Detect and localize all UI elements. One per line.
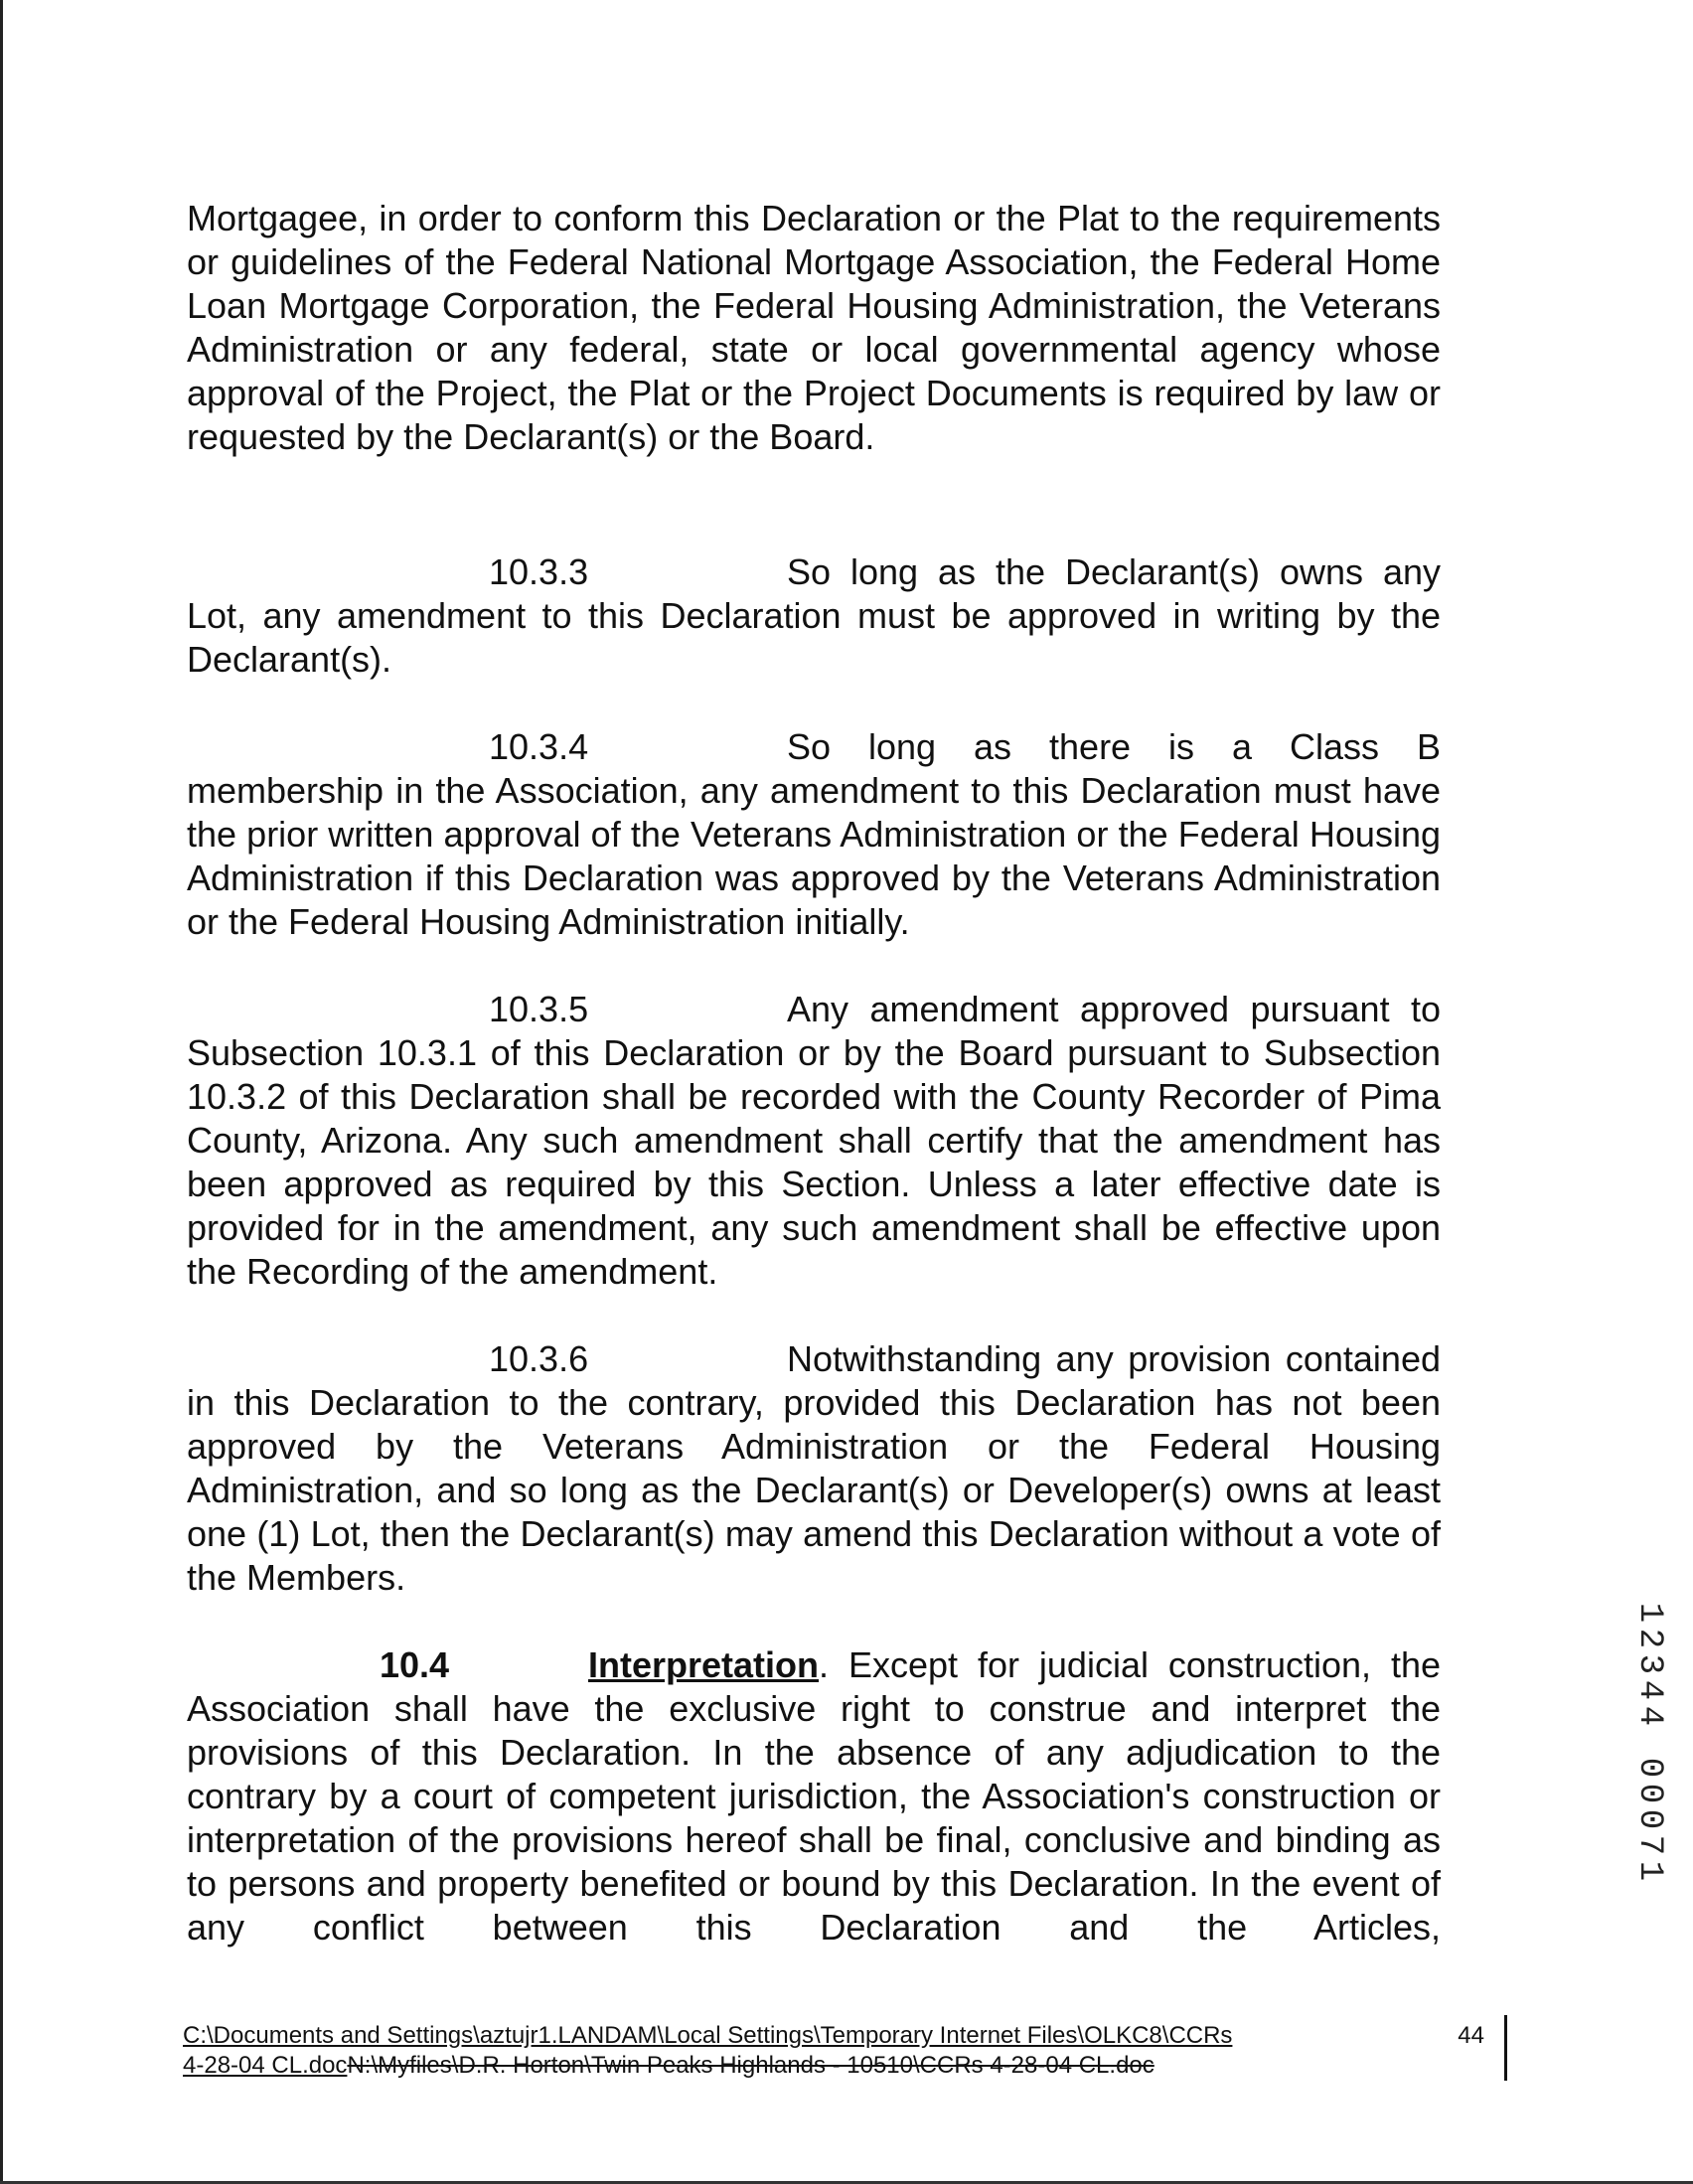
- section-first-line: So long as the Declarant(s) owns any: [787, 551, 1441, 592]
- section-number: 10.3.3: [489, 551, 589, 592]
- section-number: 10.4: [380, 1644, 450, 1685]
- section-10-3-5: [187, 988, 1441, 1294]
- footer-file-name: 4-28-04 CL.doc: [183, 2052, 348, 2079]
- section-first-line-text: . Except for judicial construction, the: [819, 1644, 1441, 1685]
- section-text: Subsection 10.3.1 of this Declaration or by the Board pursuant to Subsection 10.3.2 of this Declaration shall be recorded with the County Recorder of Pima County, Arizona. Any such amendment shall certify that the amendment has been approved as required by this Section. Unless a later effective date is provided for in the amendment, any such amendment shall be effective upon the Recording of the amendment.: [187, 1032, 1441, 1292]
- paragraph-intro: Mortgagee, in order to conform this Declaration or the Plat to the requirements or guidelines of the Federal National Mortgage Association, the Federal Home Loan Mortgage Corporation, the Federal Housing Administration, the Veterans Administration or any federal, state or local governmental agency whose approval of the Project, the Plat or the Project Documents is required by law or requested by the Declarant(s) or the Board.: [187, 198, 1441, 457]
- section-number: 10.3.5: [489, 989, 589, 1029]
- stamp-digit: 1: [1630, 1860, 1668, 1882]
- scan-left-edge: [0, 0, 3, 2184]
- page-number: 44: [1458, 2022, 1484, 2049]
- document-footer: [183, 2021, 1514, 2081]
- footer-file-path: C:\Documents and Settings\aztujr1.LANDAM\Local Settings\Temporary Internet Files\OLKC8\CCRs: [183, 2022, 1233, 2049]
- section-10-4: [187, 1643, 1441, 1950]
- section-text: Association shall have the exclusive right to construe and interpret the provisions of this Declaration. In the absence of any adjudication to the contrary by a court of competent jurisdiction, the Association's construction or interpretation of the provisions hereof shall be final, conclusive and binding as to persons and property benefited or bound by this Declaration. In the event of any conflict between this Declaration and the Articles,: [187, 1688, 1441, 1948]
- section-first-line: Notwithstanding any provision contained: [787, 1338, 1441, 1379]
- section-number: 10.3.6: [489, 1338, 589, 1379]
- recording-stamp: [1629, 1600, 1669, 1884]
- stamp-digit: 4: [1630, 1705, 1668, 1727]
- footer-divider: [1504, 2015, 1507, 2081]
- stamp-digit: 1: [1630, 1602, 1668, 1624]
- stamp-digit: 0: [1630, 1783, 1668, 1804]
- section-10-3-6: [187, 1337, 1441, 1600]
- stamp-digit: 3: [1630, 1653, 1668, 1675]
- section-text: membership in the Association, any amendment to this Declaration must have the prior written approval of the Veterans Administration or the Federal Housing Administration if this Declaration was approved by the Veterans Administration or the Federal Housing Administration initially.: [187, 770, 1441, 942]
- stamp-digit: 7: [1630, 1834, 1668, 1856]
- document-body: [187, 197, 1441, 1950]
- footer-old-path: N:\Myfiles\D.R. Horton\Twin Peaks Highlands - 10510\CCRs 4-28-04 CL.doc: [347, 2052, 1154, 2079]
- section-first-line: So long as there is a Class B: [787, 726, 1441, 767]
- section-text: in this Declaration to the contrary, provided this Declaration has not been approved by the Veterans Administration or the Federal Housing Administration, and so long as the Declarant(s) or Developer(s) owns at least one (1) Lot, then the Declarant(s) may amend this Declaration without a vote of the Members.: [187, 1382, 1441, 1598]
- stamp-digit: 0: [1630, 1808, 1668, 1830]
- section-first-line: Any amendment approved pursuant to: [787, 989, 1441, 1029]
- stamp-digit: 2: [1630, 1628, 1668, 1649]
- section-number: 10.3.4: [489, 726, 589, 767]
- stamp-digit: 0: [1630, 1757, 1668, 1779]
- section-10-3-3: [187, 550, 1441, 682]
- stamp-digit: 4: [1630, 1679, 1668, 1701]
- section-first-line: [588, 1643, 1441, 1687]
- section-title: Interpretation: [588, 1644, 820, 1685]
- section-10-3-4: [187, 725, 1441, 944]
- section-text: Lot, any amendment to this Declaration must be approved in writing by the Declarant(s).: [187, 595, 1441, 680]
